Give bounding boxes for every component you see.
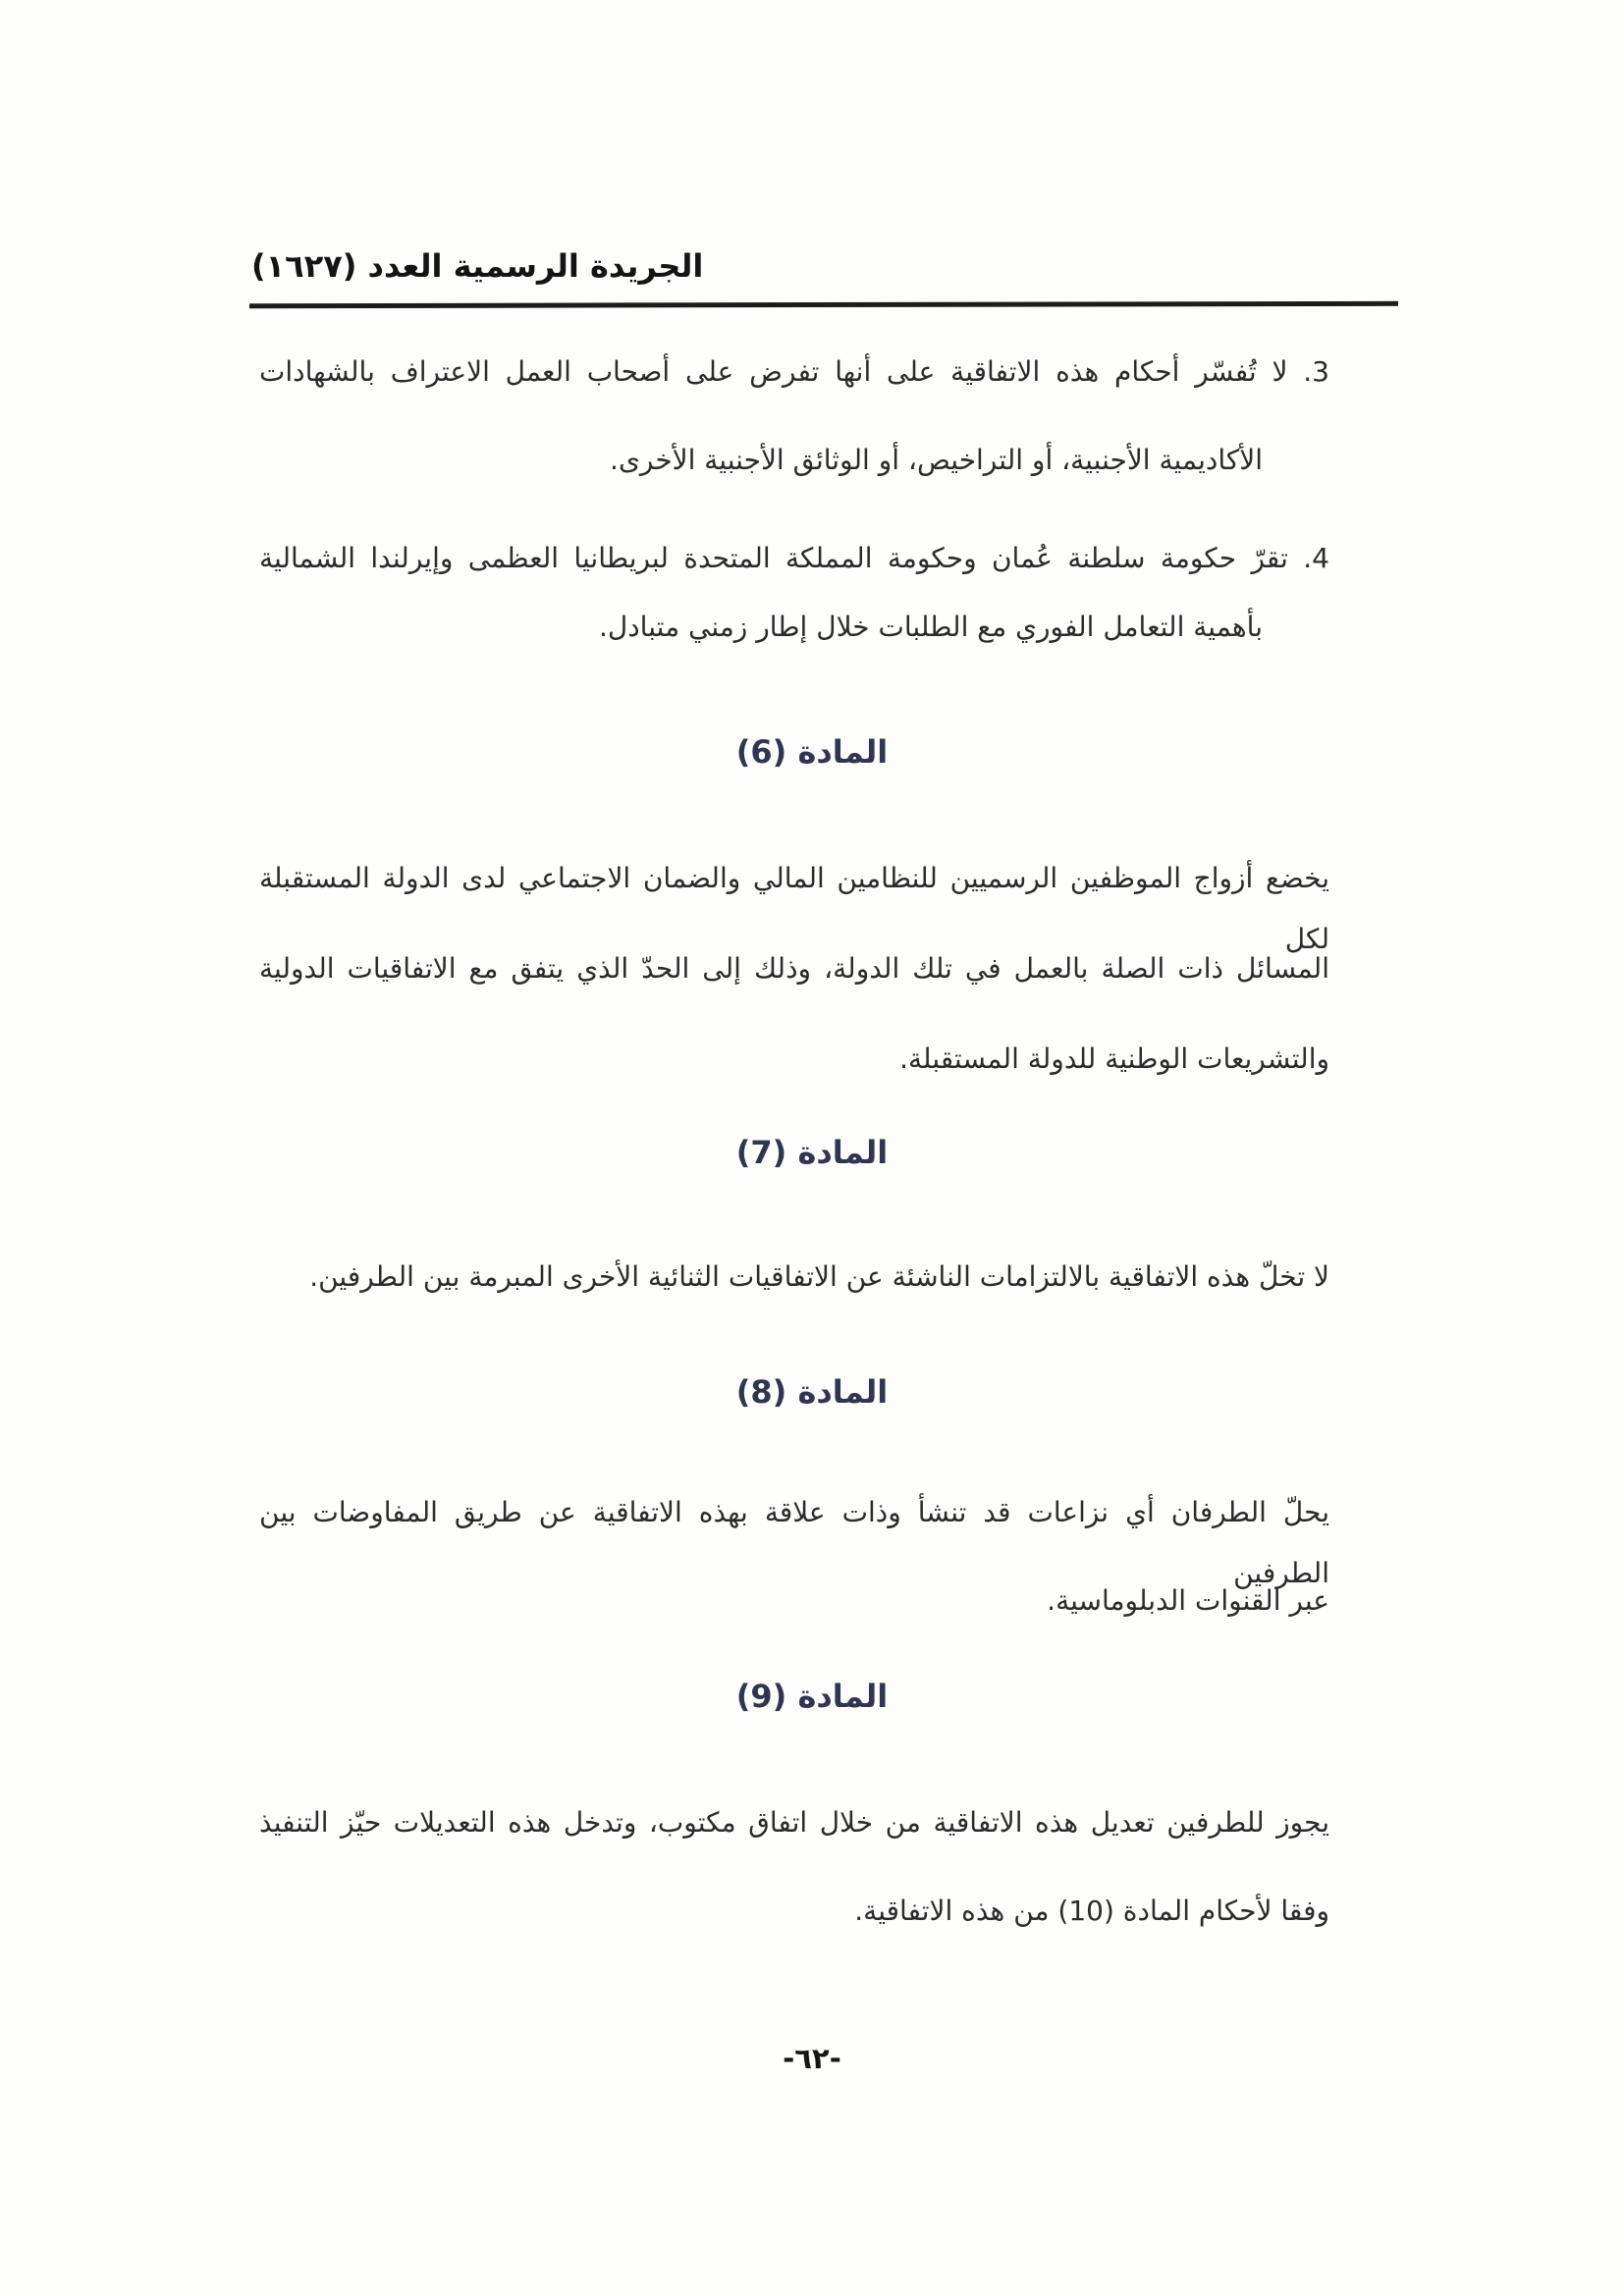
- article-6-line-1: يخضع أزواج الموظفين الرسميين للنظامين المالي والضمان الاجتماعي لدى الدولة المستقبلة لكل: [259, 862, 1329, 955]
- article-8-heading: المادة (8): [735, 1373, 889, 1411]
- clause-3-line-1: [259, 342, 1329, 402]
- clause-4-text: تقرّ حكومة سلطنة عُمان وحكومة المملكة المتحدة لبريطانيا العظمى وإيرلندا الشمالية: [259, 542, 1288, 574]
- article-6-heading: المادة (6): [735, 733, 889, 771]
- article-9-heading: المادة (9): [735, 1678, 889, 1715]
- clause-4-number: 4.: [1303, 542, 1329, 574]
- article-9-line-1: يجوز للطرفين تعديل هذه الاتفاقية من خلال اتفاق مكتوب، وتدخل هذه التعديلات حيّز التنفيذ: [259, 1806, 1329, 1839]
- article-7-line-1: لا تخلّ هذه الاتفاقية بالالتزامات الناشئة عن الاتفاقيات الثنائية الأخرى المبرمة بين الطرفين.: [309, 1260, 1329, 1293]
- clause-4-line-2: بأهمية التعامل الفوري مع الطلبات خلال إطار زمني متبادل.: [598, 611, 1263, 643]
- clause-3-line-2: الأكاديمية الأجنبية، أو التراخيص، أو الوثائق الأجنبية الأخرى.: [610, 444, 1263, 476]
- article-9-line-2: وفقا لأحكام المادة (10) من هذه الاتفاقية.: [854, 1895, 1329, 1927]
- article-8-line-1: يحلّ الطرفان أي نزاعات قد تنشأ وذات علاقة بهذه الاتفاقية عن طريق المفاوضات بين الطرفين: [259, 1496, 1329, 1589]
- article-6-line-2: المسائل ذات الصلة بالعمل في تلك الدولة، وذلك إلى الحدّ الذي يتفق مع الاتفاقيات الدولية: [259, 952, 1329, 985]
- article-6-line-3: والتشريعات الوطنية للدولة المستقبلة.: [899, 1042, 1329, 1075]
- clause-3-number: 3.: [1303, 355, 1329, 388]
- clause-4-line-1: [259, 528, 1329, 589]
- header-divider: [249, 301, 1398, 308]
- article-8-line-2: عبر القنوات الدبلوماسية.: [1047, 1584, 1329, 1617]
- page-number: -٦٢-: [783, 2042, 841, 2075]
- clause-3-text: لا تُفسّر أحكام هذه الاتفاقية على أنها تفرض على أصحاب العمل الاعتراف بالشهادات: [259, 355, 1288, 388]
- article-7-heading: المادة (7): [735, 1134, 889, 1171]
- gazette-header-title: الجريدة الرسمية العدد (١٦٢٧): [251, 247, 704, 285]
